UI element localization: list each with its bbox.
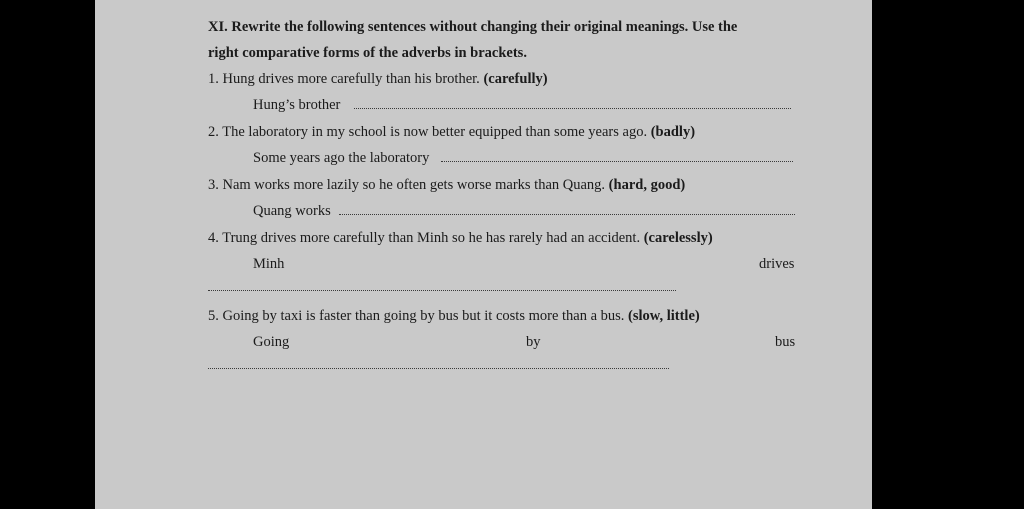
question-sentence: Nam works more lazily so he often gets worse marks than Quang. [222,177,606,193]
question-number: 3. [208,177,219,193]
question-number: 4. [208,230,219,246]
question-3 [208,176,685,194]
exercise-title-line-1: XI. Rewrite the following sentences without changing their original meanings. Use the [208,19,738,35]
answer-line-3[interactable] [339,212,795,215]
question-5 [208,307,700,325]
adverb-hint: (carelessly) [643,230,713,246]
answer-prompt-4-start: Minh [253,256,285,272]
worksheet-page [95,0,872,509]
answer-line-2[interactable] [441,159,793,162]
question-2 [208,123,695,141]
answer-prompt-5-start: Going [253,334,290,350]
answer-line-1[interactable] [354,106,791,109]
question-1 [208,70,548,88]
adverb-hint: (hard, good) [608,177,686,193]
answer-prompt-4-end: drives [759,256,795,272]
adverb-hint: (slow, little) [628,308,700,324]
adverb-hint: (badly) [650,124,696,140]
adverb-hint: (carefully) [483,71,548,87]
question-sentence: Trung drives more carefully than Minh so he has rarely had an accident. [222,230,641,246]
answer-prompt-5-end: bus [775,334,796,350]
question-4 [208,229,713,247]
question-sentence: Going by taxi is faster than going by bus but it costs more than a bus. [222,308,625,324]
question-number: 1. [208,71,219,87]
answer-line-5[interactable] [208,366,669,369]
question-sentence: Hung drives more carefully than his brother. [222,71,480,87]
question-number: 2. [208,124,219,140]
answer-prompt-2: Some years ago the laboratory [253,150,430,166]
question-sentence: The laboratory in my school is now better equipped than some years ago. [222,124,648,140]
answer-prompt-5-middle: by [526,334,541,350]
question-number: 5. [208,308,219,324]
answer-prompt-1: Hung’s brother [253,97,341,113]
answer-prompt-3: Quang works [253,203,331,219]
exercise-title-line-2: right comparative forms of the adverbs in brackets. [208,45,527,61]
answer-line-4[interactable] [208,288,676,291]
